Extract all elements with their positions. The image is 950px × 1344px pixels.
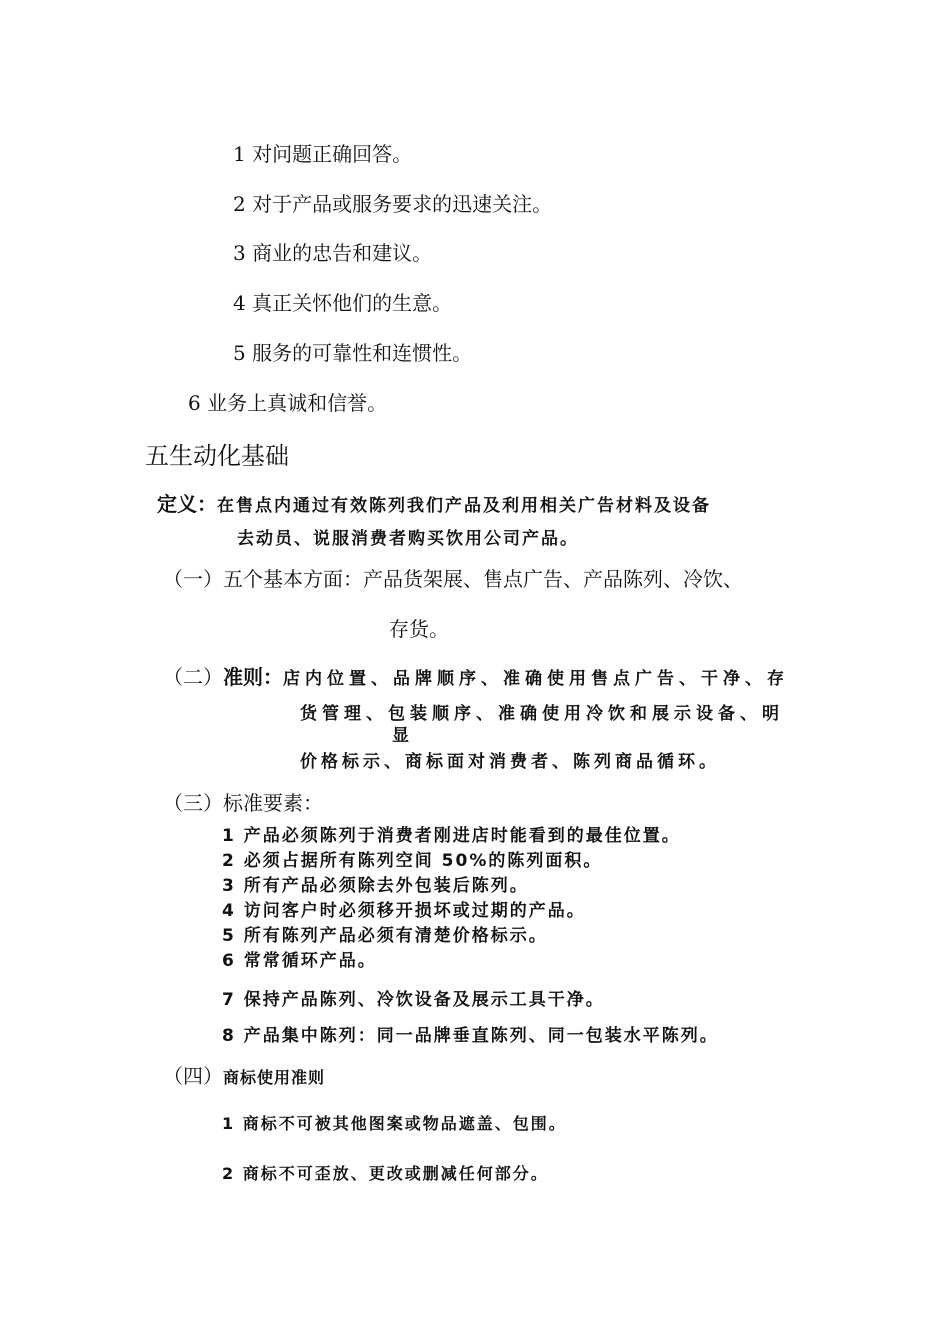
list-item: 7 保持产品陈列、冷饮设备及展示工具干净。	[222, 990, 605, 1010]
part-text: 存货。	[389, 617, 449, 641]
list-item: 2 商标不可歪放、更改或删减任何部分。	[222, 1164, 549, 1183]
list-item: 1 产品必须陈列于消费者刚进店时能看到的最佳位置。	[222, 826, 681, 846]
list-item: 1 对问题正确回答。	[233, 142, 413, 166]
definition-label: 定义：	[157, 492, 217, 516]
list-item: 3 商业的忠告和建议。	[233, 241, 433, 265]
section-heading: 五生动化基础	[145, 442, 289, 470]
part-text: 价格标示、商标面对消费者、陈列商品循环。	[300, 752, 720, 772]
part-title: 准则：	[223, 665, 283, 689]
list-item: 6 业务上真诚和信誉。	[188, 391, 388, 415]
part-text: 货管理、包装顺序、准确使用冷饮和展示设备、明	[300, 704, 784, 724]
part-title: 标准要素：	[223, 791, 323, 815]
part-label: （三）	[163, 791, 223, 815]
definition-text: 在售点内通过有效陈列我们产品及利用相关广告材料及设备	[217, 496, 711, 516]
list-item: 2 对于产品或服务要求的迅速关注。	[233, 192, 553, 216]
list-item: 3 所有产品必须除去外包装后陈列。	[222, 876, 529, 896]
part-text: 店内位置、品牌顺序、准确使用售点广告、干净、存	[283, 669, 789, 689]
part-text: 五个基本方面：产品货架展、售点广告、产品陈列、冷饮、	[223, 567, 743, 591]
part-title: 商标使用准则	[223, 1068, 326, 1087]
definition-line	[157, 488, 711, 517]
list-item: 4 访问客户时必须移开损坏或过期的产品。	[222, 901, 586, 921]
definition-text: 去动员、说服消费者购买饮用公司产品。	[237, 529, 579, 549]
part-label: （一）	[163, 567, 223, 591]
part-line	[163, 563, 743, 592]
part-text: 显	[392, 726, 411, 746]
list-item: 1 商标不可被其他图案或物品遮盖、包围。	[222, 1114, 567, 1133]
part-label: （四）	[163, 1064, 223, 1088]
list-item: 6 常常循环产品。	[222, 951, 377, 971]
part-label: （二）	[163, 665, 223, 689]
list-item: 5 所有陈列产品必须有清楚价格标示。	[222, 926, 548, 946]
part-line	[163, 661, 789, 690]
list-item: 2 必须占据所有陈列空间 50%的陈列面积。	[222, 851, 603, 871]
list-item: 4 真正关怀他们的生意。	[233, 291, 453, 315]
part-line	[163, 1060, 325, 1089]
part-line	[163, 787, 323, 816]
list-item: 8 产品集中陈列：同一品牌垂直陈列、同一包装水平陈列。	[222, 1026, 719, 1046]
list-item: 5 服务的可靠性和连惯性。	[233, 341, 473, 365]
